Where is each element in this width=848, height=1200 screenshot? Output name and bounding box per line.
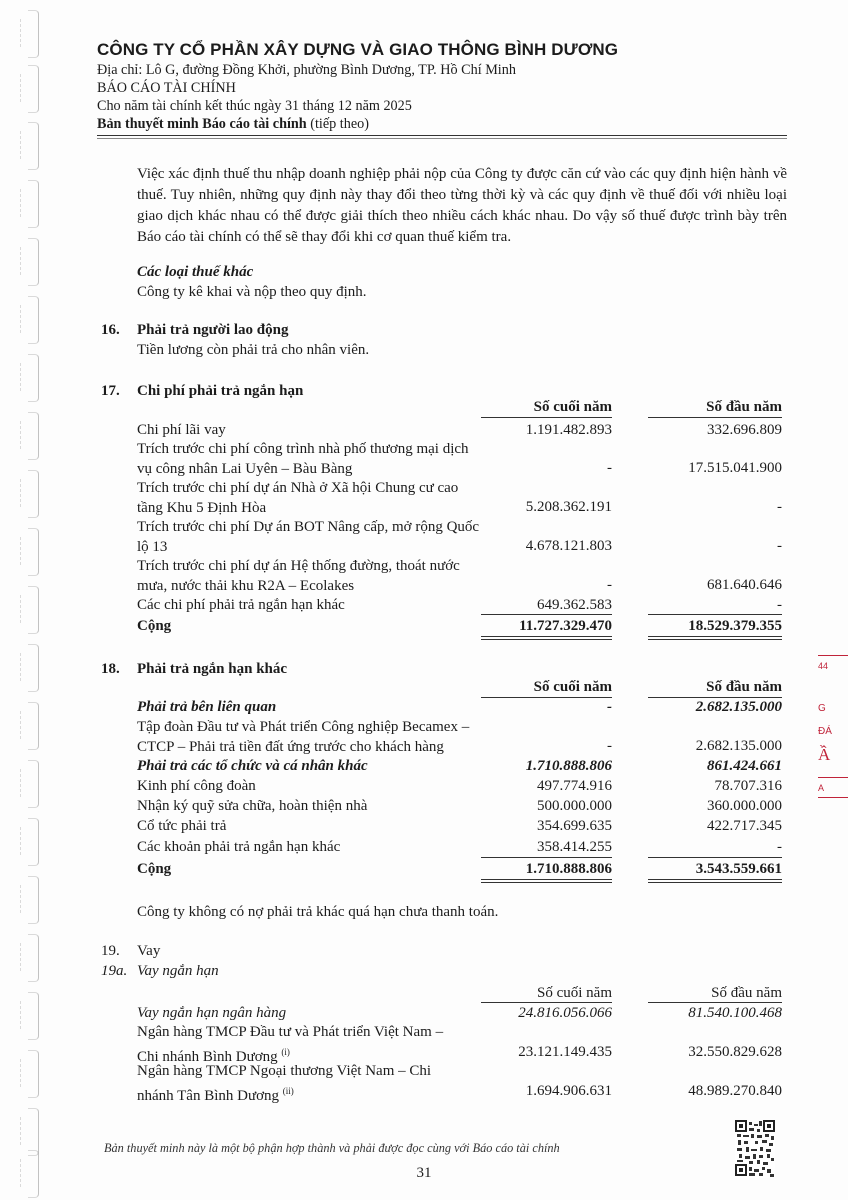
subtotal-cell-begin: 81.540.100.468 (688, 1005, 782, 1021)
binder-ring (28, 760, 39, 808)
total-double-rule (481, 879, 612, 883)
tax-paragraph: Việc xác định thuế thu nhập doanh nghiệp phải nộp của Công ty được căn cứ vào các quy định hiện hành về thuế. Tuy nhiên, những quy định này thay đổi theo từng thời kỳ và các quy định về thuế đối với nhiều loại giao dịch khác nhau có thể được giải thích theo nhiều cách khác nhau. Do vậy số thuế được trình bày trên Báo cáo tài chính có thể sẽ thay đổi khi cơ quan thuế kiểm tra. (137, 166, 787, 245)
section-16-number: 16. (101, 322, 120, 338)
binder-ring (28, 818, 39, 866)
report-period: Cho năm tài chính kết thúc ngày 31 tháng 12 năm 2025 (97, 98, 412, 114)
subtotal-cell-begin: 2.682.135.000 (695, 699, 782, 715)
binder-ring (28, 644, 39, 692)
subtotal-cell-end: - (607, 699, 612, 715)
section-19a-number: 19a. (101, 963, 128, 979)
table-cell-end: 358.414.255 (537, 839, 612, 855)
company-address: Địa chỉ: Lô G, đường Đồng Khởi, phường Bình Dương, TP. Hồ Chí Minh (97, 62, 516, 78)
binder-ring (28, 586, 39, 634)
table-cell-begin: 32.550.829.628 (688, 1044, 782, 1060)
col-header-end: Số cuối năm (533, 399, 612, 415)
subtotal-rule (648, 614, 782, 615)
s18-note: Công ty không có nợ phải trả khác quá hạn chưa thanh toán. (137, 904, 499, 920)
binder-ring (28, 354, 39, 402)
col-header-begin: Số đầu năm (706, 679, 782, 695)
section-16-title: Phải trả người lao động (137, 322, 289, 338)
binder-ring (28, 10, 39, 58)
section-18-title: Phải trả ngắn hạn khác (137, 661, 288, 677)
section-17-number: 17. (101, 383, 120, 399)
table-cell-begin: 78.707.316 (714, 778, 782, 794)
binder-ring (28, 1050, 39, 1098)
footer-note: Bản thuyết minh này là một bộ phận hợp thành và phải được đọc cùng với Báo cáo tài chính (104, 1141, 560, 1155)
col-header-begin: Số đầu năm (706, 399, 782, 415)
table-cell-end: 649.362.583 (537, 597, 612, 613)
binder-ring (28, 238, 39, 286)
total-begin: 3.543.559.661 (695, 861, 782, 877)
table-cell-begin: - (777, 839, 782, 855)
binder-ring (28, 296, 39, 344)
table-cell-begin: - (777, 597, 782, 613)
binder-ring (28, 876, 39, 924)
binder-ring (28, 528, 39, 576)
col-header-rule (648, 417, 782, 418)
table-cell-end: 23.121.149.435 (518, 1044, 612, 1060)
table-cell-begin: 360.000.000 (707, 798, 782, 814)
row-label-line2 (137, 1081, 482, 1106)
table-cell-begin: 2.682.135.000 (695, 738, 782, 754)
total-begin: 18.529.379.355 (688, 618, 782, 634)
stamp-line (818, 777, 848, 778)
subtotal-row-label: Phải trả bên liên quan (137, 699, 277, 715)
total-double-rule (648, 879, 782, 883)
subtotal-rule (481, 614, 612, 615)
section-heading (97, 115, 797, 133)
company-name: CÔNG TY CỔ PHẦN XÂY DỰNG VÀ GIAO THÔNG BÌNH DƯƠNG (97, 40, 619, 59)
other-taxes-text: Công ty kê khai và nộp theo quy định. (137, 284, 367, 300)
binder-ring (28, 1108, 39, 1156)
binder-ring (28, 470, 39, 518)
table-row-label: Trích trước chi phí dự án Nhà ở Xã hội Chung cư cao tầng Khu 5 Định Hòa (137, 480, 459, 516)
binder-rings (10, 0, 44, 1200)
table-cell-end: - (607, 738, 612, 754)
table-cell-end: 500.000.000 (537, 798, 612, 814)
section-heading-cont: (tiếp theo) (306, 116, 369, 132)
total-double-rule (648, 636, 782, 640)
table-cell-end: 1.191.482.893 (525, 422, 612, 438)
table-row-label: Kinh phí công đoàn (137, 778, 256, 794)
table-cell-end: - (607, 577, 612, 593)
stamp-text: ĐÁ (818, 726, 832, 737)
binder-ring (28, 122, 39, 170)
binder-ring (28, 65, 39, 113)
section-19-number: 19. (101, 943, 120, 959)
qr-code-icon (735, 1120, 775, 1178)
table-cell-begin: 422.717.345 (707, 818, 782, 834)
total-double-rule (481, 636, 612, 640)
footnote-marker: (ii) (282, 1086, 294, 1096)
row-label-text: Chi nhánh Bình Dương (137, 1049, 278, 1065)
report-title: BÁO CÁO TÀI CHÍNH (97, 80, 236, 96)
header-rule-thin (97, 138, 787, 139)
table-cell-begin: 681.640.646 (707, 577, 782, 593)
table-cell-begin: - (777, 538, 782, 554)
section-19a-title: Vay ngắn hạn (137, 963, 219, 979)
table-cell-begin: 332.696.809 (707, 422, 782, 438)
stamp-line (818, 797, 848, 798)
table-cell-end: 1.694.906.631 (525, 1083, 612, 1099)
table-cell-end: 4.678.121.803 (525, 538, 612, 554)
total-label: Cộng (137, 618, 172, 634)
stamp-text: G (818, 703, 826, 714)
subtotal-cell-begin: 861.424.661 (707, 758, 782, 774)
table-cell-end: 5.208.362.191 (525, 499, 612, 515)
section-17-title: Chi phí phải trả ngắn hạn (137, 383, 304, 399)
subtotal-row-label: Phải trả các tổ chức và cá nhân khác (137, 758, 368, 774)
red-stamp-fragment (818, 655, 848, 815)
total-end: 1.710.888.806 (525, 861, 612, 877)
binder-ring (28, 702, 39, 750)
other-taxes-title: Các loại thuế khác (137, 264, 254, 280)
table-row-label: Trích trước chi phí công trình nhà phố thương mại dịch vụ công nhân Lai Uyên – Bàu Bàng (137, 441, 469, 477)
table-cell-end: 354.699.635 (537, 818, 612, 834)
table-cell-end: - (607, 460, 612, 476)
total-end: 11.727.329.470 (519, 618, 612, 634)
table-row-label: Nhận ký quỹ sửa chữa, hoàn thiện nhà (137, 798, 368, 814)
footnote-marker: (i) (281, 1047, 290, 1057)
binder-ring (28, 934, 39, 982)
col-header-begin: Số đầu năm (711, 985, 782, 1001)
table-cell-begin: 48.989.270.840 (688, 1083, 782, 1099)
stamp-line (818, 655, 848, 656)
table-row-label: Cổ tức phải trả (137, 818, 227, 834)
col-header-rule (481, 697, 612, 698)
table-row-label: Tập đoàn Đầu tư và Phát triển Công nghiệp Becamex – CTCP – Phải trả tiền đất ứng trước cho khách hàng (137, 719, 470, 755)
subtotal-rule (648, 857, 782, 858)
total-label: Cộng (137, 861, 172, 877)
row-label-line1: Ngân hàng TMCP Đầu tư và Phát triển Việt Nam – (137, 1024, 444, 1040)
table-row-label: Chi phí lãi vay (137, 422, 226, 438)
table-row-label (137, 1061, 482, 1106)
col-header-end: Số cuối năm (537, 985, 612, 1001)
col-header-end: Số cuối năm (533, 679, 612, 695)
row-label-line1: Ngân hàng TMCP Ngoại thương Việt Nam – Chi (137, 1063, 432, 1079)
table-cell-end: 497.774.916 (537, 778, 612, 794)
table-row-label: Các khoản phải trả ngắn hạn khác (137, 839, 341, 855)
subtotal-row-label: Vay ngắn hạn ngân hàng (137, 1005, 287, 1021)
header-rule (97, 135, 787, 136)
table-cell-begin: 17.515.041.900 (688, 460, 782, 476)
document-header (97, 40, 797, 133)
section-18-number: 18. (101, 661, 120, 677)
section-heading-bold: Bản thuyết minh Báo cáo tài chính (97, 116, 307, 132)
stamp-text: A (818, 783, 825, 793)
subtotal-cell-end: 24.816.056.066 (518, 1005, 612, 1021)
binder-ring (28, 412, 39, 460)
binder-ring (28, 992, 39, 1040)
table-row-label: Trích trước chi phí Dự án BOT Nâng cấp, mở rộng Quốc lộ 13 (137, 519, 480, 555)
col-header-rule (481, 417, 612, 418)
table-row-label: Các chi phí phải trả ngắn hạn khác (137, 597, 345, 613)
table-cell-begin: - (777, 499, 782, 515)
page-number: 31 (416, 1165, 432, 1181)
section-16-text: Tiền lương còn phải trả cho nhân viên. (137, 342, 370, 358)
subtotal-rule (481, 857, 612, 858)
section-19-title: Vay (137, 943, 161, 959)
stamp-text: 44 (818, 661, 829, 671)
binder-ring (28, 180, 39, 228)
table-row-label: Trích trước chi phí dự án Hệ thống đường, thoát nước mưa, nước thải khu R2A – Ecolakes (137, 558, 460, 594)
subtotal-cell-end: 1.710.888.806 (525, 758, 612, 774)
stamp-text: Ầ (818, 745, 831, 764)
row-label-text: nhánh Tân Bình Dương (137, 1088, 280, 1104)
